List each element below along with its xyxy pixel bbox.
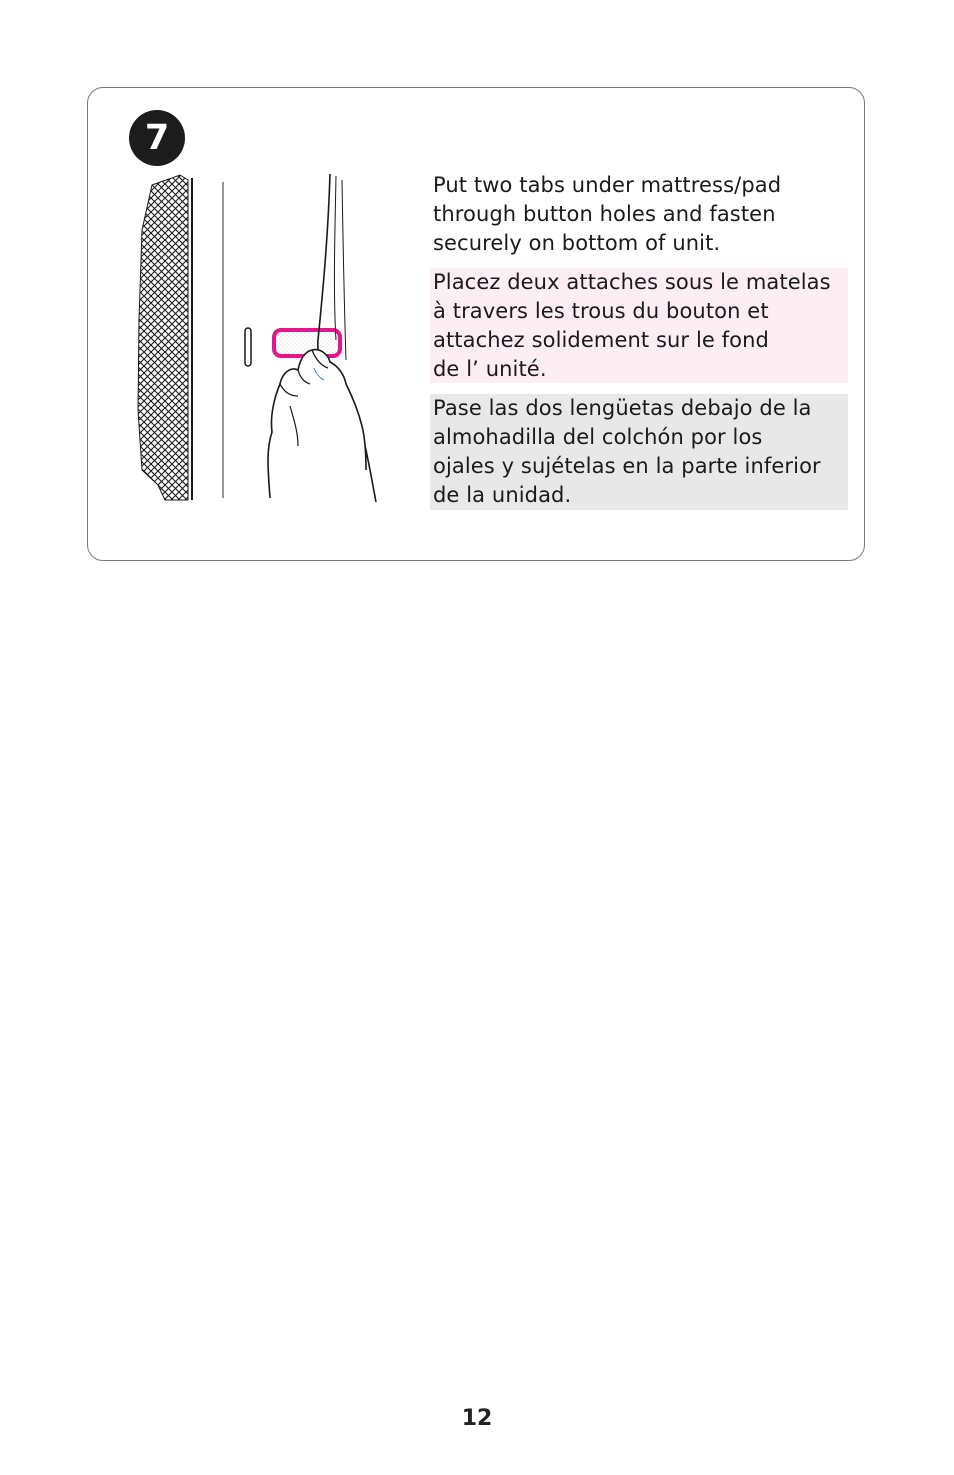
- page-number: 12: [461, 1406, 493, 1431]
- instruction-line: Pase las dos lengüetas debajo de la: [433, 396, 812, 420]
- step-number-badge: 7: [129, 110, 185, 166]
- instruction-french: [430, 268, 848, 383]
- instruction-line: à travers les trous du bouton et: [433, 299, 769, 323]
- instruction-line: through button holes and fasten: [433, 202, 776, 226]
- mesh-panel: [138, 175, 192, 500]
- instruction-line: Put two tabs under mattress/pad: [433, 173, 782, 197]
- instruction-line: Placez deux attaches sous le matelas: [433, 270, 831, 294]
- instruction-line: almohadilla del colchón por los: [433, 425, 763, 449]
- instruction-line: de l’ unité.: [433, 357, 547, 381]
- button-hole: [245, 328, 251, 366]
- instruction-english: [430, 171, 848, 258]
- instruction-line: securely on bottom of unit.: [433, 231, 721, 255]
- hand: [268, 350, 366, 498]
- instruction-line: de la unidad.: [433, 483, 572, 507]
- instruction-spanish: [430, 394, 848, 510]
- instruction-line: ojales y sujételas en la parte inferior: [433, 454, 821, 478]
- instruction-line: attachez solidement sur le fond: [433, 328, 769, 352]
- hand-fastening-tab-illustration: [130, 170, 390, 510]
